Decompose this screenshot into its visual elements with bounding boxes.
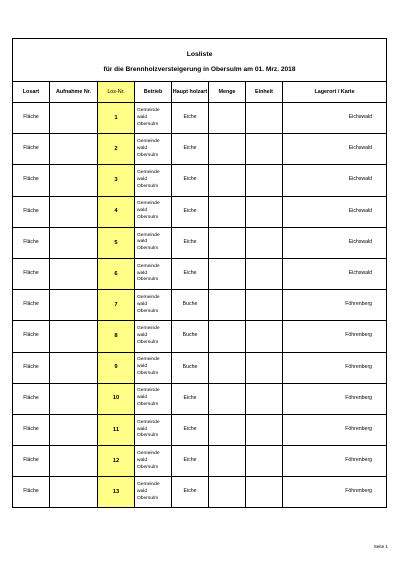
- cell-lagerort: Föhrenberg: [283, 477, 387, 508]
- betrieb-line: wald: [137, 208, 148, 214]
- betrieb-line: Gemeinde: [137, 170, 160, 176]
- cell-menge: [209, 414, 246, 445]
- betrieb-line: wald: [137, 145, 148, 151]
- betrieb-line: Gemeinde: [137, 357, 160, 363]
- document-title: Losliste: [13, 39, 387, 60]
- betrieb-line: Obersulm: [137, 339, 159, 345]
- betrieb-line: wald: [137, 301, 148, 307]
- cell-betrieb: [135, 258, 172, 289]
- cell-betrieb: [135, 165, 172, 196]
- cell-losart: Fläche: [13, 477, 50, 508]
- header-menge: Menge: [209, 82, 246, 103]
- betrieb-line: wald: [137, 426, 148, 432]
- cell-menge: [209, 196, 246, 227]
- table-row: [13, 477, 387, 508]
- table-row: [13, 321, 387, 352]
- cell-einheit: [246, 290, 283, 321]
- betrieb-line: Obersulm: [137, 308, 159, 314]
- betrieb-line: wald: [137, 270, 148, 276]
- cell-lagerort: Föhrenberg: [283, 321, 387, 352]
- cell-losart: Fläche: [13, 103, 50, 134]
- cell-los-nr: 10: [98, 383, 135, 414]
- cell-menge: [209, 103, 246, 134]
- cell-losart: Fläche: [13, 165, 50, 196]
- betrieb-line: Obersulm: [137, 121, 159, 127]
- cell-lagerort: Föhrenberg: [283, 290, 387, 321]
- betrieb-line: Gemeinde: [137, 138, 160, 144]
- cell-aufnahme-nr: [50, 165, 98, 196]
- cell-losart: Fläche: [13, 134, 50, 165]
- cell-betrieb: [135, 414, 172, 445]
- cell-hauptholzart: Eiche: [172, 477, 209, 508]
- betrieb-line: wald: [137, 239, 148, 245]
- cell-betrieb: [135, 477, 172, 508]
- cell-lagerort: Föhrenberg: [283, 414, 387, 445]
- page-footer: Seite 1: [373, 544, 388, 549]
- cell-lagerort: Eichswald: [283, 134, 387, 165]
- cell-menge: [209, 383, 246, 414]
- cell-betrieb: [135, 196, 172, 227]
- header-losart: Losart: [13, 82, 50, 103]
- cell-einheit: [246, 352, 283, 383]
- cell-hauptholzart: Eiche: [172, 446, 209, 477]
- losliste-table: [12, 38, 387, 508]
- betrieb-line: Gemeinde: [137, 388, 160, 394]
- betrieb-line: Gemeinde: [137, 107, 160, 113]
- document-subtitle: für die Brennholzversteigerung in Obersulm am 01. Mrz. 2018: [13, 59, 387, 82]
- cell-menge: [209, 134, 246, 165]
- cell-hauptholzart: Buche: [172, 352, 209, 383]
- cell-hauptholzart: Buche: [172, 321, 209, 352]
- cell-aufnahme-nr: [50, 446, 98, 477]
- cell-los-nr: 5: [98, 227, 135, 258]
- cell-los-nr: 2: [98, 134, 135, 165]
- cell-hauptholzart: Eiche: [172, 103, 209, 134]
- cell-einheit: [246, 196, 283, 227]
- cell-menge: [209, 446, 246, 477]
- table-row: [13, 258, 387, 289]
- cell-menge: [209, 477, 246, 508]
- cell-los-nr: 8: [98, 321, 135, 352]
- betrieb-line: Gemeinde: [137, 419, 160, 425]
- table-row: [13, 103, 387, 134]
- betrieb-line: Obersulm: [137, 215, 159, 221]
- cell-hauptholzart: Eiche: [172, 258, 209, 289]
- table-row: [13, 165, 387, 196]
- header-einheit: Einheit: [246, 82, 283, 103]
- table-row: [13, 196, 387, 227]
- cell-hauptholzart: Eiche: [172, 165, 209, 196]
- cell-aufnahme-nr: [50, 477, 98, 508]
- betrieb-line: Obersulm: [137, 246, 159, 252]
- header-row: [13, 82, 387, 103]
- cell-losart: Fläche: [13, 321, 50, 352]
- table-row: [13, 134, 387, 165]
- cell-lagerort: Eichswald: [283, 103, 387, 134]
- betrieb-line: Gemeinde: [137, 450, 160, 456]
- cell-lagerort: Eichswald: [283, 165, 387, 196]
- cell-aufnahme-nr: [50, 383, 98, 414]
- betrieb-line: Obersulm: [137, 495, 159, 501]
- cell-einheit: [246, 103, 283, 134]
- cell-losart: Fläche: [13, 446, 50, 477]
- betrieb-line: Obersulm: [137, 371, 159, 377]
- cell-einheit: [246, 321, 283, 352]
- cell-lagerort: Föhrenberg: [283, 383, 387, 414]
- header-lagerort: Lagerort / Karte: [283, 82, 387, 103]
- cell-hauptholzart: Eiche: [172, 196, 209, 227]
- cell-lagerort: Föhrenberg: [283, 352, 387, 383]
- cell-aufnahme-nr: [50, 227, 98, 258]
- cell-aufnahme-nr: [50, 290, 98, 321]
- table-row: [13, 290, 387, 321]
- betrieb-line: Gemeinde: [137, 482, 160, 488]
- betrieb-line: Gemeinde: [137, 294, 160, 300]
- cell-betrieb: [135, 290, 172, 321]
- cell-losart: Fläche: [13, 258, 50, 289]
- cell-betrieb: [135, 103, 172, 134]
- cell-los-nr: 11: [98, 414, 135, 445]
- cell-betrieb: [135, 227, 172, 258]
- cell-losart: Fläche: [13, 414, 50, 445]
- betrieb-line: Obersulm: [137, 183, 159, 189]
- cell-hauptholzart: Eiche: [172, 414, 209, 445]
- betrieb-line: wald: [137, 114, 148, 120]
- cell-los-nr: 13: [98, 477, 135, 508]
- cell-einheit: [246, 165, 283, 196]
- header-aufnahme-nr: Aufnahme Nr.: [50, 82, 98, 103]
- cell-aufnahme-nr: [50, 258, 98, 289]
- cell-betrieb: [135, 383, 172, 414]
- cell-losart: Fläche: [13, 352, 50, 383]
- document-sheet: [12, 38, 386, 508]
- betrieb-line: wald: [137, 457, 148, 463]
- cell-aufnahme-nr: [50, 134, 98, 165]
- cell-losart: Fläche: [13, 227, 50, 258]
- betrieb-line: Gemeinde: [137, 232, 160, 238]
- table-row: [13, 227, 387, 258]
- cell-betrieb: [135, 134, 172, 165]
- cell-lagerort: Eichswald: [283, 227, 387, 258]
- cell-menge: [209, 258, 246, 289]
- betrieb-line: Obersulm: [137, 402, 159, 408]
- betrieb-line: Gemeinde: [137, 263, 160, 269]
- betrieb-line: wald: [137, 177, 148, 183]
- cell-losart: Fläche: [13, 383, 50, 414]
- cell-menge: [209, 290, 246, 321]
- table-row: [13, 414, 387, 445]
- betrieb-line: wald: [137, 332, 148, 338]
- cell-einheit: [246, 414, 283, 445]
- cell-los-nr: 7: [98, 290, 135, 321]
- header-hauptholzart: Haupt holzart: [172, 82, 209, 103]
- cell-los-nr: 9: [98, 352, 135, 383]
- cell-betrieb: [135, 446, 172, 477]
- cell-aufnahme-nr: [50, 103, 98, 134]
- betrieb-line: Obersulm: [137, 277, 159, 283]
- cell-lagerort: Eichswald: [283, 258, 387, 289]
- cell-losart: Fläche: [13, 196, 50, 227]
- cell-aufnahme-nr: [50, 352, 98, 383]
- title-row: [13, 39, 387, 60]
- table-row: [13, 352, 387, 383]
- betrieb-line: Obersulm: [137, 433, 159, 439]
- subtitle-row: [13, 59, 387, 82]
- table-row: [13, 383, 387, 414]
- header-los-nr: Los-Nr.: [98, 82, 135, 103]
- cell-los-nr: 3: [98, 165, 135, 196]
- cell-aufnahme-nr: [50, 321, 98, 352]
- cell-los-nr: 4: [98, 196, 135, 227]
- betrieb-line: wald: [137, 364, 148, 370]
- betrieb-line: wald: [137, 488, 148, 494]
- cell-einheit: [246, 477, 283, 508]
- betrieb-line: Obersulm: [137, 464, 159, 470]
- cell-menge: [209, 321, 246, 352]
- cell-los-nr: 12: [98, 446, 135, 477]
- cell-betrieb: [135, 321, 172, 352]
- betrieb-line: Gemeinde: [137, 326, 160, 332]
- betrieb-line: Gemeinde: [137, 201, 160, 207]
- cell-hauptholzart: Eiche: [172, 134, 209, 165]
- cell-menge: [209, 165, 246, 196]
- cell-aufnahme-nr: [50, 196, 98, 227]
- cell-einheit: [246, 446, 283, 477]
- cell-aufnahme-nr: [50, 414, 98, 445]
- table-row: [13, 446, 387, 477]
- cell-menge: [209, 227, 246, 258]
- cell-losart: Fläche: [13, 290, 50, 321]
- betrieb-line: wald: [137, 395, 148, 401]
- cell-einheit: [246, 383, 283, 414]
- header-betrieb: Betrieb: [135, 82, 172, 103]
- cell-einheit: [246, 134, 283, 165]
- cell-los-nr: 1: [98, 103, 135, 134]
- cell-hauptholzart: Buche: [172, 290, 209, 321]
- cell-menge: [209, 352, 246, 383]
- cell-los-nr: 6: [98, 258, 135, 289]
- betrieb-line: Obersulm: [137, 152, 159, 158]
- cell-hauptholzart: Eiche: [172, 383, 209, 414]
- cell-lagerort: Eichswald: [283, 196, 387, 227]
- cell-einheit: [246, 258, 283, 289]
- cell-einheit: [246, 227, 283, 258]
- cell-lagerort: Föhrenberg: [283, 446, 387, 477]
- cell-hauptholzart: Eiche: [172, 227, 209, 258]
- cell-betrieb: [135, 352, 172, 383]
